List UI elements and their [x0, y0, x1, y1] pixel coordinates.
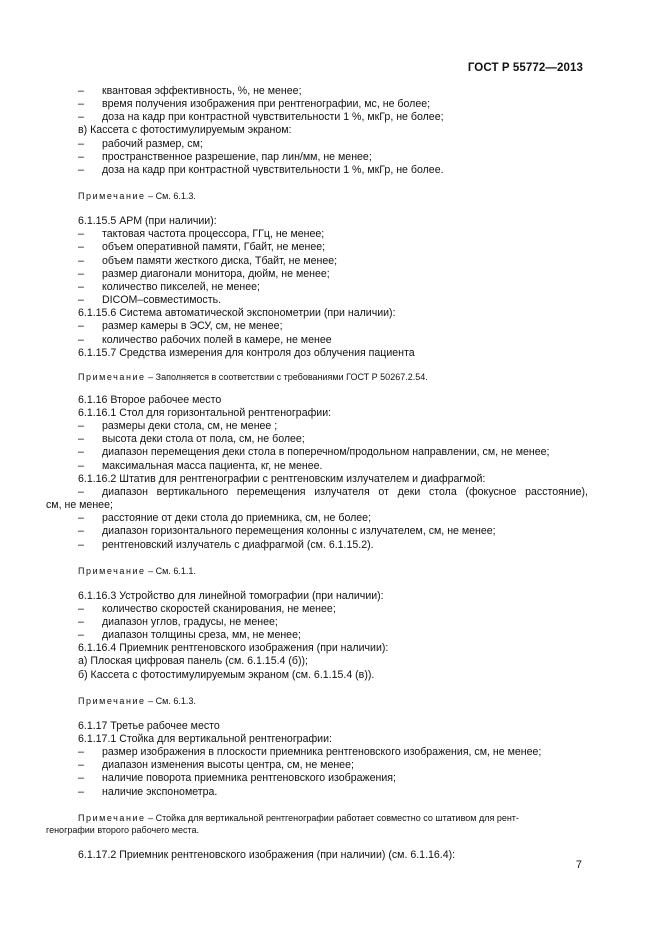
list-item: – объем оперативной памяти, Гбайт, не менее;	[78, 241, 588, 254]
section-heading-dose-control: 6.1.15.7 Средства измерения для контроля доз облучения пациента	[78, 346, 415, 359]
section-heading-arm: 6.1.15.5 АРМ (при наличии):	[78, 215, 217, 228]
list-item: – рабочий размер, см;	[78, 138, 588, 151]
list-item: – доза на кадр при контрастной чувствительности 1 %, мкГр, не более;	[78, 111, 588, 124]
list-item: – количество пикселей, не менее;	[78, 281, 588, 294]
list-item: – пространственное разрешение, пар лин/мм, не менее;	[78, 151, 588, 164]
section-heading-vertical-stand: 6.1.17.1 Стойка для вертикальной рентгенографии:	[78, 732, 332, 745]
list-item: – размеры деки стола, см, не менее ;	[78, 420, 588, 433]
list-item: – высота деки стола от пола, см, не более;	[78, 433, 588, 446]
note-text: Стойка для вертикальной рентгенографии работает совместно со штативом для рент-	[155, 812, 519, 823]
list-item: – количество рабочих полей в камере, не менее	[78, 334, 588, 347]
list-item: – рентгеновский излучатель с диафрагмой (см. 6.1.15.2).	[78, 539, 588, 552]
note	[78, 695, 588, 707]
list-item: – тактовая частота процессора, ГГц, не менее;	[78, 228, 588, 241]
list-item: – диапазон вертикального перемещения излучателя от деки стола (фокусное расстояние),	[78, 486, 588, 499]
list-item: – расстояние от деки стола до приемника, см, не более;	[78, 512, 588, 525]
section-heading-receiver-third: 6.1.17.2 Приемник рентгеновского изображения (при наличии) (см. 6.1.16.4):	[78, 848, 456, 861]
list-item: – размер изображения в плоскости приемника рентгеновского изображения, см, не менее;	[78, 746, 588, 759]
list-item-continuation: см, не менее;	[46, 499, 113, 512]
list-item: – количество скоростей сканирования, не менее;	[78, 603, 588, 616]
note	[78, 565, 588, 577]
section-heading-exposimetry: 6.1.15.6 Система автоматической экспонометрии (при наличии):	[78, 307, 396, 320]
section-heading-receiver: 6.1.16.4 Приемник рентгеновского изображения (при наличии):	[78, 642, 389, 655]
list-item: – наличие поворота приемника рентгеновского изображения;	[78, 772, 588, 785]
cassette-heading: в) Кассета с фотостимулируемым экраном:	[78, 124, 292, 137]
note-text: Заполняется в соответствии с требованиями ГОСТ Р 50267.2.54.	[155, 371, 428, 382]
list-item: – максимальная масса пациента, кг, не менее.	[78, 460, 588, 473]
section-heading-tomography: 6.1.16.3 Устройство для линейной томографии (при наличии):	[78, 589, 384, 602]
list-item: – диапазон горизонтального перемещения колонны с излучателем, см, не менее;	[78, 525, 588, 538]
list-item: – квантовая эффективность, %, не менее;	[78, 85, 588, 98]
note-separator: –	[148, 565, 154, 576]
list-item: – DICOM–совместимость.	[78, 294, 588, 307]
note-label: Примечание	[78, 812, 146, 823]
note-label: Примечание	[78, 695, 146, 706]
note-separator: –	[148, 695, 154, 706]
note-separator: –	[148, 371, 154, 382]
note	[78, 812, 588, 824]
list-item: – объем памяти жесткого диска, Тбайт, не менее;	[78, 255, 588, 268]
list-item: – наличие экспонометра.	[78, 786, 588, 799]
note-continuation: генографии второго рабочего места.	[46, 824, 200, 835]
note	[78, 190, 588, 202]
section-heading-table: 6.1.16.1 Стол для горизонтальной рентгенографии:	[78, 406, 332, 419]
section-heading-second-place: 6.1.16 Второе рабочее место	[78, 393, 222, 406]
note-label: Примечание	[78, 371, 146, 382]
document-standard-id: ГОСТ Р 55772—2013	[467, 62, 583, 74]
note	[78, 371, 588, 383]
note-separator: –	[148, 812, 154, 823]
section-heading-stand: 6.1.16.2 Штатив для рентгенографии с рентгеновским излучателем и диафрагмой:	[78, 472, 486, 485]
list-item: – время получения изображения при рентгенографии, мс, не более;	[78, 98, 588, 111]
note-text: См. 6.1.3.	[155, 191, 196, 202]
list-item: а) Плоская цифровая панель (см. 6.1.15.4 (б));	[78, 655, 308, 668]
page-number: 7	[575, 859, 582, 871]
note-text: См. 6.1.3.	[155, 695, 196, 706]
list-item: – размер диагонали монитора, дюйм, не менее;	[78, 268, 588, 281]
document-body	[46, 85, 588, 862]
list-item: б) Кассета с фотостимулируемым экраном (см. 6.1.15.4 (в)).	[78, 668, 375, 681]
note-label: Примечание	[78, 191, 146, 202]
note-label: Примечание	[78, 565, 146, 576]
note-text: См. 6.1.1.	[155, 565, 196, 576]
list-item: – размер камеры в ЭСУ, см, не менее;	[78, 320, 588, 333]
section-heading-third-place: 6.1.17 Третье рабочее место	[78, 719, 220, 732]
list-item: – диапазон изменения высоты центра, см, не менее;	[78, 759, 588, 772]
list-item: – доза на кадр при контрастной чувствительности 1 %, мкГр, не более.	[78, 164, 588, 177]
list-item: – диапазон перемещения деки стола в поперечном/продольном направлении, см, не менее;	[78, 446, 588, 459]
list-item: – диапазон толщины среза, мм, не менее;	[78, 629, 588, 642]
list-item: – диапазон углов, градусы, не менее;	[78, 616, 588, 629]
note-separator: –	[148, 191, 154, 202]
